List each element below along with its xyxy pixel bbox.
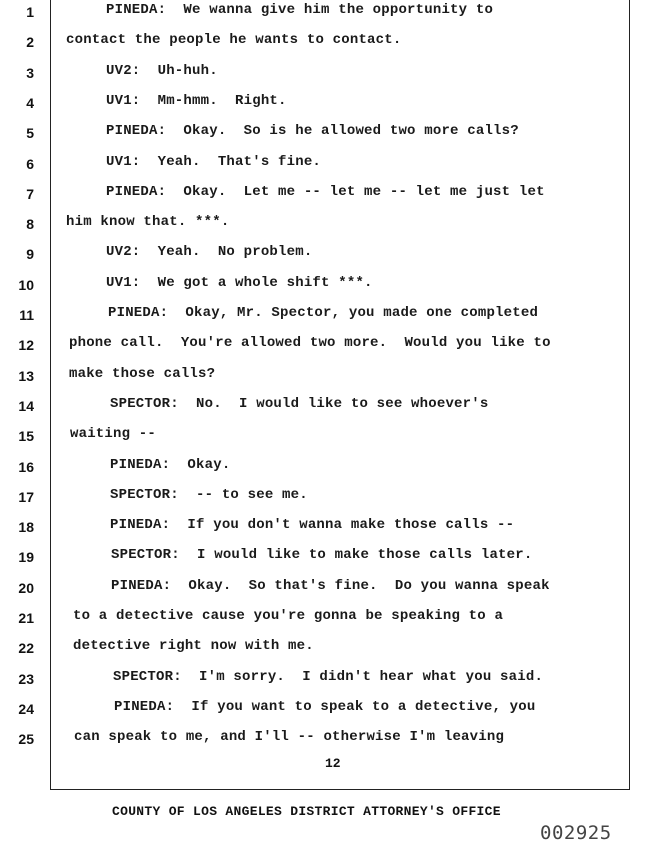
transcript-line: PINEDA: If you want to speak to a detective, you — [114, 698, 536, 715]
transcript-line: contact the people he wants to contact. — [66, 32, 402, 49]
transcript-line: SPECTOR: No. I would like to see whoever's — [110, 395, 489, 412]
bottom-rule — [50, 789, 630, 790]
transcript-line: SPECTOR: I would like to make those calls later. — [111, 547, 533, 564]
line-number: 16 — [18, 458, 34, 475]
line-number: 14 — [18, 397, 34, 414]
transcript-line: PINEDA: Okay. Let me -- let me -- let me just let — [106, 183, 545, 200]
line-number: 19 — [18, 549, 34, 566]
line-number: 8 — [26, 216, 34, 233]
transcript-line: UV1: Mm-hmm. Right. — [106, 92, 287, 109]
right-margin-rule — [629, 0, 630, 790]
line-number: 24 — [18, 700, 34, 717]
transcript-line: UV2: Yeah. No problem. — [106, 244, 313, 261]
transcript-line: PINEDA: If you don't wanna make those calls -- — [110, 517, 515, 534]
transcript-line: phone call. You're allowed two more. Would you like to — [69, 335, 551, 352]
transcript-line: waiting -- — [70, 426, 157, 443]
line-number: 9 — [26, 246, 34, 263]
transcript-line: SPECTOR: I'm sorry. I didn't hear what you said. — [113, 668, 544, 685]
transcript-line: UV2: Uh-huh. — [106, 62, 218, 79]
transcript-line: PINEDA: Okay, Mr. Spector, you made one completed — [108, 305, 539, 321]
transcript-line: PINEDA: Okay. So that's fine. Do you wanna speak — [111, 577, 550, 594]
line-number: 2 — [26, 34, 34, 51]
line-number: 15 — [18, 428, 34, 445]
transcript-line: detective right now with me. — [73, 638, 314, 655]
line-number: 11 — [19, 307, 34, 323]
bates-number: 002925 — [540, 822, 612, 844]
line-number: 17 — [18, 488, 34, 505]
transcript-line: PINEDA: Okay. — [110, 456, 231, 473]
line-number: 7 — [26, 185, 34, 202]
page-number: 12 — [325, 756, 341, 771]
transcript-line: to a detective cause you're gonna be speaking to a — [73, 608, 504, 624]
line-number: 22 — [18, 640, 34, 657]
transcript-line: UV1: We got a whole shift ***. — [106, 274, 373, 291]
transcript-line: SPECTOR: -- to see me. — [110, 486, 308, 503]
line-number: 18 — [18, 519, 34, 536]
transcript-line: PINEDA: We wanna give him the opportunity to — [106, 2, 494, 18]
line-number: 12 — [18, 337, 34, 354]
line-number: 25 — [18, 731, 34, 748]
line-number: 20 — [18, 579, 34, 596]
line-number: 10 — [18, 276, 34, 293]
line-number: 23 — [18, 670, 34, 687]
footer-office-name: COUNTY OF LOS ANGELES DISTRICT ATTORNEY'S OFFICE — [112, 804, 501, 819]
transcript-line: make those calls? — [69, 365, 216, 382]
line-number: 5 — [26, 125, 34, 142]
transcript-line: UV1: Yeah. That's fine. — [106, 153, 322, 170]
line-number: 1 — [26, 4, 34, 20]
transcript-line: can speak to me, and I'll -- otherwise I'm leaving — [74, 729, 505, 746]
transcript-line: PINEDA: Okay. So is he allowed two more calls? — [106, 123, 519, 140]
transcript-line: him know that. ***. — [66, 214, 230, 231]
left-margin-rule — [50, 0, 51, 790]
line-number: 3 — [26, 64, 34, 81]
line-number: 4 — [26, 94, 34, 111]
line-number: 21 — [18, 610, 34, 626]
line-number: 13 — [18, 367, 34, 384]
line-number: 6 — [26, 155, 34, 172]
